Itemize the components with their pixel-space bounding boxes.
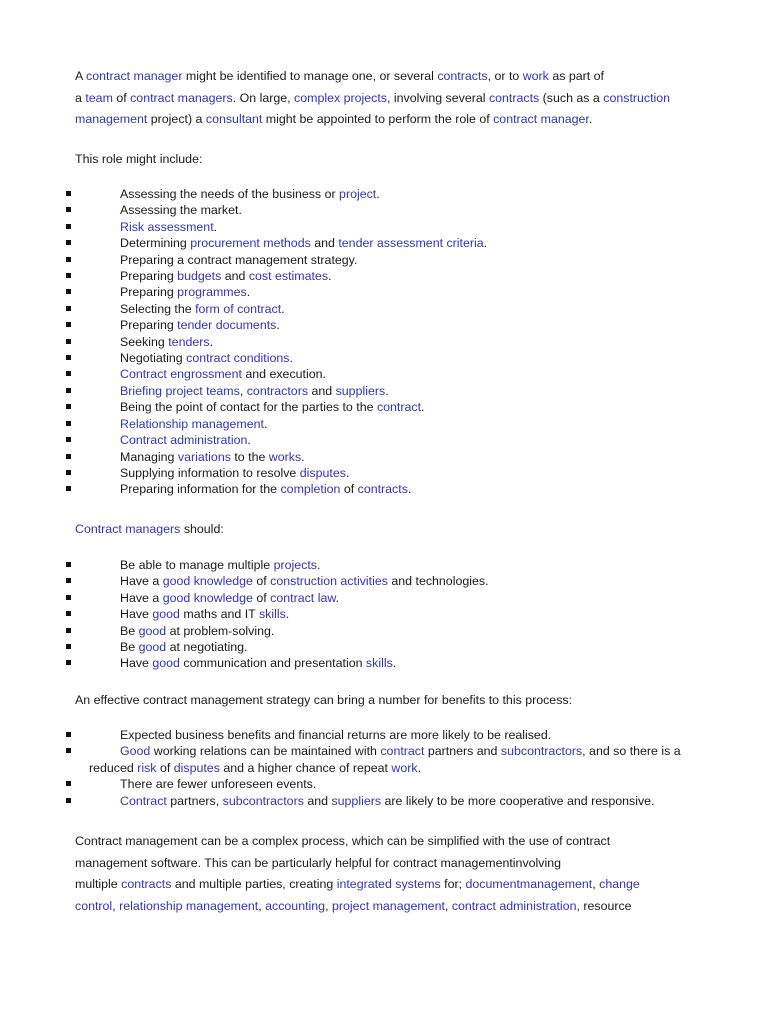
text-run: . bbox=[276, 318, 280, 333]
list-item bbox=[0, 432, 700, 448]
text-run: and bbox=[310, 236, 339, 251]
text-run: . bbox=[281, 301, 285, 316]
text-run: . bbox=[385, 383, 389, 398]
hyperlink[interactable]: management bbox=[75, 112, 148, 126]
text-run: Be bbox=[120, 640, 139, 655]
list-item bbox=[0, 481, 700, 497]
text-run: partners, bbox=[166, 793, 223, 808]
text-run: and bbox=[221, 269, 249, 284]
text-run: . bbox=[483, 236, 488, 251]
list-item bbox=[0, 449, 700, 465]
hyperlink[interactable]: construction bbox=[603, 90, 671, 105]
list-item bbox=[0, 399, 700, 415]
text-run: An effective contract management strategy can bring a number for benefits to this process: bbox=[75, 693, 573, 707]
list-item bbox=[0, 623, 700, 639]
text-run: Being the point of contact for the parties to the bbox=[120, 400, 377, 415]
list-item bbox=[0, 743, 700, 776]
text-run: maths and IT bbox=[179, 607, 259, 622]
hyperlink[interactable]: Contract engrossment bbox=[120, 367, 242, 382]
hyperlink[interactable]: procurement methods bbox=[190, 236, 311, 251]
hyperlink[interactable]: work bbox=[391, 760, 418, 775]
hyperlink[interactable]: Contract bbox=[120, 793, 167, 808]
text-run: . bbox=[285, 607, 290, 622]
list-item bbox=[0, 793, 700, 809]
text-run: a bbox=[75, 90, 86, 105]
text-run: communication and presentation bbox=[179, 656, 366, 671]
text-run: Determining bbox=[120, 236, 191, 251]
hyperlink[interactable]: subcontractors bbox=[222, 793, 304, 808]
hyperlink[interactable]: form of contract bbox=[195, 301, 282, 316]
text-run: . bbox=[263, 416, 268, 431]
hyperlink[interactable]: subcontractors bbox=[500, 744, 583, 759]
list-item bbox=[0, 301, 700, 317]
hyperlink[interactable]: project bbox=[339, 187, 377, 201]
hyperlink[interactable]: tender assessment criteria bbox=[338, 236, 484, 251]
software-paragraph bbox=[75, 831, 715, 917]
text-run: . bbox=[213, 219, 218, 234]
list-item bbox=[0, 590, 700, 606]
text-run: . bbox=[335, 590, 340, 605]
hyperlink[interactable]: Relationship management bbox=[120, 416, 264, 431]
managers-should-heading bbox=[75, 519, 715, 541]
text-run: . bbox=[301, 449, 305, 464]
hyperlink[interactable]: projects bbox=[273, 558, 317, 572]
text-run: to the bbox=[230, 449, 269, 464]
hyperlink[interactable]: contractors bbox=[246, 383, 309, 398]
text-run: Preparing bbox=[120, 269, 178, 284]
text-run: . bbox=[407, 482, 412, 497]
text-run: , bbox=[239, 383, 247, 398]
benefits-list bbox=[0, 727, 700, 809]
hyperlink[interactable]: accounting bbox=[265, 898, 326, 913]
text-run: Assessing the market. bbox=[120, 203, 242, 218]
text-run: . bbox=[345, 465, 350, 480]
text-run: , and so there is a reduced bbox=[89, 744, 681, 775]
hyperlink[interactable]: skills bbox=[365, 656, 393, 671]
hyperlink[interactable]: disputes bbox=[173, 760, 220, 775]
list-item bbox=[0, 383, 700, 399]
text-run: working relations can be maintained with bbox=[150, 744, 381, 759]
hyperlink[interactable]: integrated systems bbox=[336, 877, 441, 891]
hyperlink[interactable]: completion bbox=[280, 482, 341, 497]
text-run: . bbox=[421, 400, 425, 415]
text-run: Managing bbox=[120, 449, 178, 464]
list-item bbox=[0, 350, 700, 366]
text-run: . bbox=[328, 269, 332, 284]
text-run: and multiple parties, creating bbox=[171, 877, 337, 891]
list-item bbox=[0, 655, 700, 671]
hyperlink[interactable]: team bbox=[85, 90, 113, 105]
hyperlink[interactable]: contract bbox=[376, 400, 422, 415]
hyperlink[interactable]: cost estimates bbox=[248, 269, 329, 284]
hyperlink[interactable]: skills bbox=[258, 607, 286, 622]
text-run: Preparing bbox=[120, 285, 178, 300]
text-run: and a higher chance of repeat bbox=[219, 760, 392, 775]
text-run: should: bbox=[180, 522, 224, 536]
text-run: Negotiating bbox=[120, 351, 187, 366]
hyperlink[interactable]: work bbox=[522, 69, 549, 83]
list-item bbox=[0, 727, 700, 743]
hyperlink[interactable]: project management bbox=[331, 898, 445, 913]
hyperlink[interactable]: good knowledge bbox=[162, 574, 253, 589]
hyperlink[interactable]: contracts bbox=[357, 482, 408, 497]
hyperlink[interactable]: contracts bbox=[488, 90, 540, 105]
text-run: of bbox=[340, 482, 358, 497]
hyperlink[interactable]: Risk assessment bbox=[120, 219, 214, 234]
text-run: (such as a bbox=[539, 90, 604, 105]
text-run: as part of bbox=[548, 69, 604, 83]
list-item bbox=[0, 317, 700, 333]
text-run: Preparing bbox=[120, 318, 178, 333]
hyperlink[interactable]: good bbox=[138, 640, 167, 655]
hyperlink[interactable]: variations bbox=[177, 449, 231, 464]
hyperlink[interactable]: contract conditions bbox=[186, 351, 290, 366]
text-run: might be appointed to perform the role of bbox=[262, 112, 494, 126]
hyperlink[interactable]: control bbox=[75, 898, 113, 913]
hyperlink[interactable]: good bbox=[152, 607, 180, 622]
hyperlink[interactable]: Good bbox=[120, 744, 151, 759]
list-item bbox=[0, 465, 700, 481]
list-item bbox=[0, 186, 700, 202]
text-run: , bbox=[592, 877, 600, 891]
hyperlink[interactable]: suppliers bbox=[331, 793, 382, 808]
list-item bbox=[0, 284, 700, 300]
role-duties-list bbox=[0, 186, 700, 498]
text-run: , resource bbox=[576, 898, 632, 913]
hyperlink[interactable]: tenders bbox=[168, 334, 210, 349]
hyperlink[interactable]: contract administration bbox=[451, 898, 577, 913]
text-run: management software. This can be particularly helpful for contract managementinvolving bbox=[75, 855, 562, 870]
hyperlink[interactable]: Contract managers bbox=[75, 522, 181, 536]
text-run: Preparing information for the bbox=[120, 482, 281, 497]
hyperlink[interactable]: good knowledge bbox=[162, 590, 253, 605]
text-run: Contract management can be a complex process, which can be simplified with the use of contract bbox=[75, 834, 611, 848]
hyperlink[interactable]: programmes bbox=[177, 285, 247, 300]
text-run: . bbox=[588, 112, 593, 126]
text-run: There are fewer unforeseen events. bbox=[120, 777, 317, 792]
hyperlink[interactable]: suppliers bbox=[335, 383, 386, 398]
hyperlink[interactable]: contract bbox=[380, 744, 425, 759]
text-run: , bbox=[112, 898, 120, 913]
text-run: This role might include: bbox=[75, 152, 203, 166]
text-run: Be able to manage multiple bbox=[120, 558, 274, 572]
list-item bbox=[0, 557, 700, 573]
list-item bbox=[0, 606, 700, 622]
hyperlink[interactable]: disputes bbox=[299, 465, 346, 480]
hyperlink[interactable]: Briefing project teams bbox=[120, 383, 240, 398]
text-run: are likely to be more cooperative and responsive. bbox=[381, 793, 655, 808]
text-run: of bbox=[112, 90, 131, 105]
text-run: Have bbox=[120, 656, 153, 671]
hyperlink[interactable]: contract manager bbox=[86, 69, 183, 83]
text-run: A bbox=[75, 69, 87, 83]
text-run: . bbox=[246, 285, 251, 300]
list-item bbox=[0, 366, 700, 382]
list-item bbox=[0, 268, 700, 284]
hyperlink[interactable]: contract law bbox=[270, 590, 336, 605]
text-run: . bbox=[317, 558, 321, 572]
role-intro-text bbox=[75, 149, 715, 171]
text-run: Expected business benefits and financial returns are more likely to be realised. bbox=[120, 728, 552, 742]
list-item bbox=[0, 639, 700, 655]
text-run: multiple bbox=[75, 877, 122, 891]
hyperlink[interactable]: budgets bbox=[177, 269, 222, 284]
hyperlink[interactable]: good bbox=[138, 623, 167, 638]
hyperlink[interactable]: good bbox=[152, 656, 180, 671]
text-run: Have bbox=[120, 607, 153, 622]
hyperlink[interactable]: documentmanagement bbox=[465, 877, 593, 891]
hyperlink[interactable]: relationship management bbox=[119, 898, 259, 913]
text-run: and bbox=[308, 383, 336, 398]
text-run: project) a bbox=[147, 112, 206, 126]
text-run: , or to bbox=[487, 69, 523, 83]
text-run: Be bbox=[120, 623, 139, 638]
text-run: and bbox=[303, 793, 332, 808]
text-run: Assessing the needs of the business or bbox=[120, 187, 340, 201]
text-run: of bbox=[252, 590, 271, 605]
text-run: Preparing a contract management strategy. bbox=[120, 252, 358, 267]
text-run: Selecting the bbox=[120, 301, 196, 316]
text-run: . bbox=[392, 656, 397, 671]
hyperlink[interactable]: change bbox=[599, 877, 640, 891]
hyperlink[interactable]: contracts bbox=[437, 69, 488, 83]
hyperlink[interactable]: consultant bbox=[205, 112, 263, 126]
text-run: and technologies. bbox=[387, 574, 489, 589]
benefits-intro-text bbox=[75, 690, 715, 712]
text-run: Seeking bbox=[120, 334, 169, 349]
intro-paragraph bbox=[75, 66, 715, 131]
text-run: might be identified to manage one, or several bbox=[182, 69, 438, 83]
list-item bbox=[0, 416, 700, 432]
text-run: of bbox=[252, 574, 271, 589]
list-item bbox=[0, 235, 700, 251]
hyperlink[interactable]: Contract administration bbox=[120, 433, 248, 448]
text-run: Have a bbox=[120, 574, 163, 589]
text-run: Supplying information to resolve bbox=[120, 465, 300, 480]
text-run: , involving several bbox=[387, 90, 489, 105]
text-run: , bbox=[258, 898, 266, 913]
hyperlink[interactable]: construction activities bbox=[270, 574, 388, 589]
list-item bbox=[0, 573, 700, 589]
hyperlink[interactable]: contract managers bbox=[130, 90, 233, 105]
text-run: , bbox=[444, 898, 452, 913]
text-run: at negotiating. bbox=[166, 640, 248, 655]
text-run: of bbox=[156, 760, 174, 775]
text-run: at problem-solving. bbox=[166, 623, 275, 638]
hyperlink[interactable]: tender documents bbox=[177, 318, 277, 333]
list-item bbox=[0, 334, 700, 350]
hyperlink[interactable]: contract manager bbox=[493, 112, 589, 126]
text-run: Have a bbox=[120, 590, 163, 605]
text-run: . bbox=[289, 351, 293, 366]
text-run: and execution. bbox=[241, 367, 326, 382]
list-item bbox=[0, 202, 700, 218]
manager-skills-list bbox=[0, 557, 700, 672]
text-run: , bbox=[325, 898, 332, 913]
text-run: . bbox=[209, 334, 214, 349]
text-run: . bbox=[247, 433, 251, 448]
hyperlink[interactable]: complex projects bbox=[294, 90, 387, 105]
list-item bbox=[0, 776, 700, 792]
text-run: for; bbox=[440, 877, 466, 891]
hyperlink[interactable]: works bbox=[268, 449, 302, 464]
hyperlink[interactable]: risk bbox=[137, 760, 157, 775]
list-item bbox=[0, 252, 700, 268]
text-run: . On large, bbox=[232, 90, 295, 105]
text-run: partners and bbox=[424, 744, 501, 759]
text-run: . bbox=[376, 187, 380, 201]
list-item bbox=[0, 219, 700, 235]
text-run: . bbox=[417, 760, 422, 775]
hyperlink[interactable]: contracts bbox=[121, 877, 172, 891]
